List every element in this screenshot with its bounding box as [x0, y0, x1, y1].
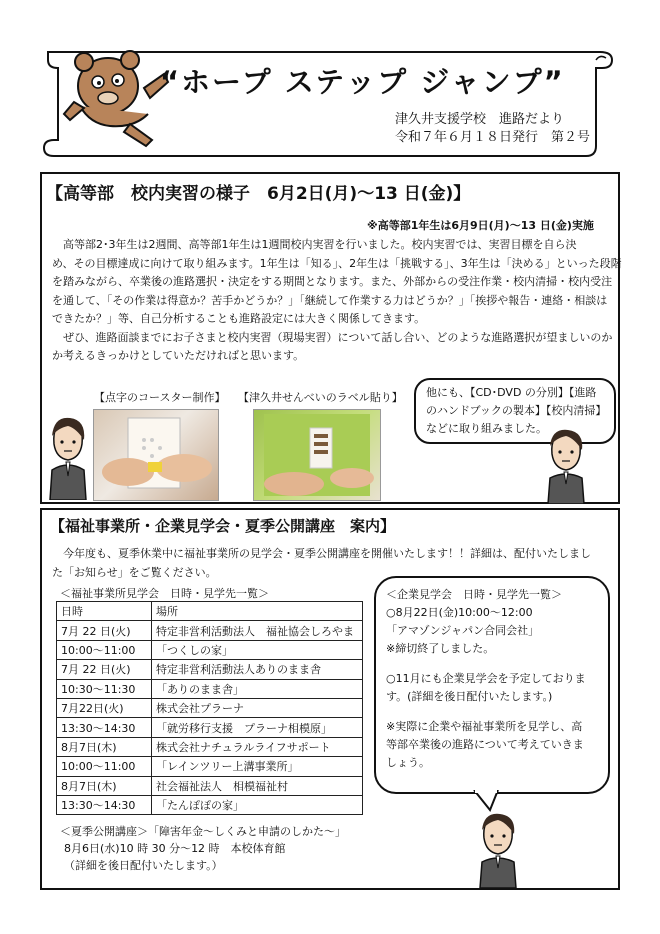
teacher-figure-icon: [544, 426, 588, 504]
bubble-line: ○11月にも企業見学会を予定しておりま: [386, 672, 586, 685]
table-cell: 特定非営利活動法人ありのまま舎: [152, 660, 363, 679]
bubble-line: 他にも、【CD･DVD の分別】【進路: [426, 386, 597, 399]
paragraph-line: を通して、「その作業は得意か？苦手かどうか？」「継続して作業する力はどうか？」「挨拶や報告・連絡・相談は: [52, 293, 608, 307]
bear-mascot-icon: [60, 44, 172, 148]
table-cell: 「ありのまま舎」: [152, 679, 363, 698]
bubble-line: ※締切終了しました。: [386, 642, 495, 655]
table-cell: 社会福祉法人 相模福祉村: [152, 776, 363, 795]
table-cell: 10:00～11:00: [57, 640, 152, 659]
school-name: 津久井支援学校 進路だより: [395, 112, 565, 127]
table-header-cell: 日時: [57, 602, 152, 621]
bubble-line: ※実際に企業や福祉事業所を見学し、高: [386, 720, 583, 733]
table-row: [57, 757, 363, 776]
table-cell: 7月 22 日(火): [57, 660, 152, 679]
table-cell: 「就労移行支援 プラーナ相模原」: [152, 718, 363, 737]
photo-caption-coaster: 【点字のコースター制作】: [94, 391, 226, 404]
table-cell: 13:30～14:30: [57, 795, 152, 814]
tour-schedule-table: [56, 601, 363, 815]
issue-date: 令和７年６月１８日発行 第２号: [395, 130, 591, 145]
table-cell: 10:30～11:30: [57, 679, 152, 698]
bubble-tail-icon: [472, 790, 502, 812]
teacher-figure-icon: [476, 810, 520, 888]
table-cell: 7月 22 日(火): [57, 621, 152, 640]
table-header-cell: 場所: [152, 602, 363, 621]
photo-braille-coaster: [93, 409, 219, 501]
photo-hands-icon: [94, 410, 218, 500]
table-cell: 13:30～14:30: [57, 718, 152, 737]
table-cell: 8月7日(木): [57, 737, 152, 756]
summer-lecture-datetime: 8月6日(水)10 時 30 分～12 時 本校体育館: [64, 842, 286, 855]
table-cell: 「たんぽぽの家」: [152, 795, 363, 814]
photo-hands-icon: [254, 410, 380, 500]
table-row: [57, 776, 363, 795]
teacher-figure-icon: [46, 414, 90, 500]
bubble-line: ＜企業見学会 日時・見学先一覧＞: [386, 588, 562, 601]
table-cell: 「つくしの家」: [152, 640, 363, 659]
table-cell: 7月22日(火): [57, 698, 152, 717]
paragraph-line: 今年度も、夏季休業中に福祉事業所の見学会・夏季公開講座を開催いたします！！詳細は、配付いたしまし: [52, 547, 591, 560]
summer-lecture-note: （詳細を後日配付いたします。）: [64, 859, 223, 872]
table-cell: 株式会社プラーナ: [152, 698, 363, 717]
paragraph-line: 高等部2･3年生は2週間、高等部1年生は1週間校内実習を行いました。校内実習では、実習目標を自ら決: [52, 238, 577, 251]
section1-note: ※高等部1年生は6月9日(月)～13 日(金)実施: [367, 219, 594, 232]
paragraph-line: できたか？」等、自己分析することも進路設定には大きく関係してきます。: [52, 312, 426, 325]
table-row: [57, 621, 363, 640]
newsletter-title: “ホープ ステップ ジャンプ”: [160, 65, 565, 99]
paragraph-line: た「お知らせ」をご覧ください。: [52, 565, 217, 579]
table-cell: 10:00～11:00: [57, 757, 152, 776]
table-row: [57, 640, 363, 659]
bubble-line: 「アマゾンジャパン合同会社」: [386, 624, 540, 637]
table-caption: ＜福祉事業所見学会 日時・見学先一覧＞: [60, 587, 269, 600]
section1-paragraph: [52, 236, 622, 366]
summer-lecture-title: ＜夏季公開講座＞「障害年金～しくみと申請のしかた～」: [60, 825, 346, 838]
table-row: [57, 660, 363, 679]
table-row: [57, 737, 363, 756]
paragraph-line: ぜひ、進路面談までにお子さまと校内実習（現場実習）について話し合い、どのような進路選択が望ましいのか: [52, 330, 613, 344]
paragraph-line: め、その目標達成に向けて取り組みます。1年生は「知る」、2年生は「挑戦する」、3年生は「決める」といった段階: [52, 256, 622, 270]
photo-caption-label: 【津久井せんべいのラベル貼り】: [238, 391, 403, 404]
table-cell: 8月7日(木): [57, 776, 152, 795]
table-cell: 特定非営利活動法人 福祉協会しろやま: [152, 621, 363, 640]
paragraph-line: か考えるきっかけとしていただければと思います。: [52, 349, 305, 362]
section2-heading: 【福祉事業所・企業見学会・夏季公開講座 案内】: [50, 517, 396, 535]
bubble-line: す。(詳細を後日配付いたします。): [386, 690, 553, 703]
bubble-line: しょう。: [386, 756, 430, 769]
table-row: [57, 698, 363, 717]
paragraph-line: を踏みながら、卒業後の進路選択・決定をする期間となります。また、外部からの受注作業・校内清掃・校内受注: [52, 275, 613, 288]
photo-senbei-label: [253, 409, 381, 501]
table-header-row: [57, 602, 363, 621]
bubble-line: ○8月22日(金)10:00～12:00: [386, 606, 533, 619]
bubble-line: 等部卒業後の進路について考えていきま: [386, 738, 584, 751]
table-cell: 株式会社ナチュラルライフサポート: [152, 737, 363, 756]
table-row: [57, 679, 363, 698]
bubble-line: のハンドブックの製本】【校内清掃】: [426, 404, 607, 417]
table-row: [57, 718, 363, 737]
table-cell: 「レインツリー上溝事業所」: [152, 757, 363, 776]
bubble-line: などに取り組みました。: [426, 422, 547, 435]
table-row: [57, 795, 363, 814]
section1-heading: 【高等部 校内実習の様子 6月2日(月)～13 日(金)】: [46, 184, 471, 204]
speech-bubble-company-tour: [374, 576, 610, 794]
